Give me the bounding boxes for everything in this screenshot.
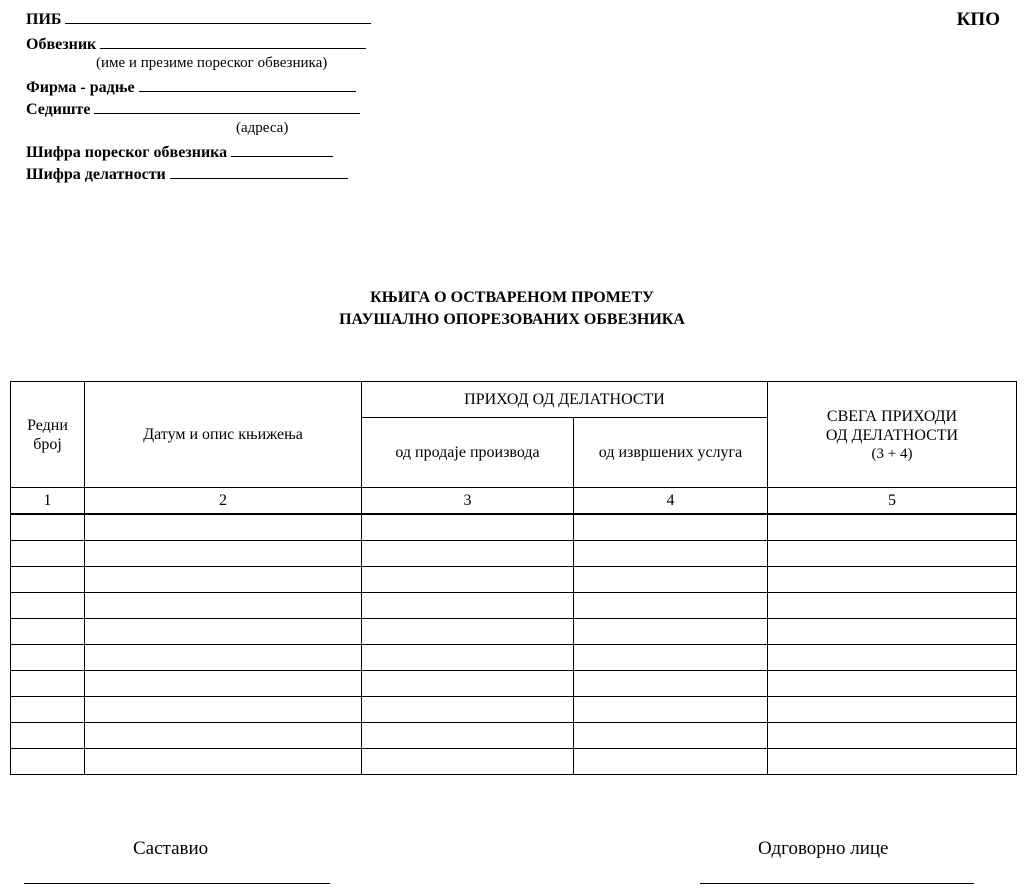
ledger-cell[interactable] xyxy=(768,723,1017,749)
sediste-field[interactable] xyxy=(94,99,360,114)
ledger-cell[interactable] xyxy=(768,671,1017,697)
column-number-5: 5 xyxy=(768,488,1017,515)
column-number-3: 3 xyxy=(362,488,574,515)
ledger-cell[interactable] xyxy=(362,593,574,619)
header-datum-opis: Датум и опис књижења xyxy=(85,382,362,488)
ledger-cell[interactable] xyxy=(85,541,362,567)
sifra-delatnosti-field[interactable] xyxy=(170,164,348,179)
obveznik-line xyxy=(26,34,366,54)
ledger-cell[interactable] xyxy=(85,645,362,671)
ledger-cell[interactable] xyxy=(768,619,1017,645)
ledger-cell[interactable] xyxy=(362,541,574,567)
column-number-1: 1 xyxy=(11,488,85,515)
ledger-cell[interactable] xyxy=(574,697,768,723)
header-svega-formula: (3 + 4) xyxy=(871,445,913,462)
ledger-cell[interactable] xyxy=(11,749,85,775)
ledger-cell[interactable] xyxy=(768,697,1017,723)
document-title-line2: ПАУШАЛНО ОПОРЕЗОВАНИХ ОБВЕЗНИКА xyxy=(339,311,685,328)
ledger-row xyxy=(11,723,1017,749)
sastavio-signature-line[interactable] xyxy=(24,883,330,884)
ledger-cell[interactable] xyxy=(362,723,574,749)
odgovorno-lice-signature-line[interactable] xyxy=(700,883,974,884)
pib-label: ПИБ xyxy=(26,11,62,28)
ledger-body xyxy=(11,514,1017,775)
ledger-cell[interactable] xyxy=(85,593,362,619)
ledger-cell[interactable] xyxy=(362,671,574,697)
ledger-cell[interactable] xyxy=(11,697,85,723)
ledger-cell[interactable] xyxy=(362,749,574,775)
header-prodaje-proizvoda: од продаје производа xyxy=(362,418,574,488)
sifra-obveznika-field[interactable] xyxy=(231,142,333,157)
ledger-row xyxy=(11,567,1017,593)
column-number-4: 4 xyxy=(574,488,768,515)
obveznik-hint: (име и презиме пореског обвезника) xyxy=(96,55,328,71)
ledger-cell[interactable] xyxy=(574,593,768,619)
ledger-row xyxy=(11,593,1017,619)
ledger-cell[interactable] xyxy=(574,541,768,567)
header-svega-text: СВЕГА ПРИХОДИ ОД ДЕЛАТНОСТИ xyxy=(825,407,959,444)
ledger-cell[interactable] xyxy=(768,645,1017,671)
sifra-obveznika-label: Шифра пореског обвезника xyxy=(26,144,228,161)
sifra-delatnosti-label: Шифра делатности xyxy=(26,166,166,183)
ledger-cell[interactable] xyxy=(362,619,574,645)
header-redni-broj-text: Редни број xyxy=(27,416,68,453)
ledger-cell[interactable] xyxy=(574,514,768,541)
ledger-cell[interactable] xyxy=(362,645,574,671)
sediste-hint: (адреса) xyxy=(236,120,289,136)
ledger-cell[interactable] xyxy=(85,514,362,541)
ledger-row xyxy=(11,541,1017,567)
ledger-cell[interactable] xyxy=(574,567,768,593)
ledger-cell[interactable] xyxy=(768,541,1017,567)
ledger-row xyxy=(11,671,1017,697)
ledger-cell[interactable] xyxy=(362,697,574,723)
ledger-cell[interactable] xyxy=(574,619,768,645)
ledger-row xyxy=(11,749,1017,775)
ledger-cell[interactable] xyxy=(11,593,85,619)
ledger-cell[interactable] xyxy=(11,671,85,697)
sifra-delatnosti-line xyxy=(26,164,348,184)
document-title-line1: КЊИГА О ОСТВАРЕНОМ ПРОМЕТУ xyxy=(370,289,654,306)
obveznik-label: Обвезник xyxy=(26,36,97,53)
obveznik-field[interactable] xyxy=(100,34,366,49)
pib-line xyxy=(26,9,371,29)
ledger-cell[interactable] xyxy=(574,645,768,671)
firma-line xyxy=(26,77,356,97)
ledger-row xyxy=(11,619,1017,645)
ledger-cell[interactable] xyxy=(768,749,1017,775)
ledger-cell[interactable] xyxy=(85,567,362,593)
sediste-line xyxy=(26,99,360,119)
ledger-cell[interactable] xyxy=(574,671,768,697)
sediste-label: Седиште xyxy=(26,101,91,118)
pib-field[interactable] xyxy=(65,9,371,24)
firma-label: Фирма - радње xyxy=(26,79,135,96)
ledger-cell[interactable] xyxy=(11,619,85,645)
form-code: КПО xyxy=(956,9,1000,30)
ledger-cell[interactable] xyxy=(768,593,1017,619)
header-izvrsenih-usluga: од извршених услуга xyxy=(574,418,768,488)
header-redni-broj xyxy=(11,382,85,488)
sastavio-label: Саставио xyxy=(133,838,209,859)
ledger-cell[interactable] xyxy=(11,541,85,567)
sifra-obveznika-line xyxy=(26,142,333,162)
ledger-cell[interactable] xyxy=(768,514,1017,541)
firma-field[interactable] xyxy=(139,77,356,92)
odgovorno-lice-label: Одговорно лице xyxy=(758,838,889,859)
ledger-row xyxy=(11,645,1017,671)
column-number-2: 2 xyxy=(85,488,362,515)
ledger-cell[interactable] xyxy=(362,514,574,541)
ledger-cell[interactable] xyxy=(574,749,768,775)
ledger-row xyxy=(11,514,1017,541)
ledger-table xyxy=(10,381,1017,775)
ledger-cell[interactable] xyxy=(11,645,85,671)
ledger-cell[interactable] xyxy=(85,723,362,749)
ledger-cell[interactable] xyxy=(85,749,362,775)
ledger-cell[interactable] xyxy=(11,723,85,749)
ledger-cell[interactable] xyxy=(768,567,1017,593)
ledger-cell[interactable] xyxy=(362,567,574,593)
ledger-cell[interactable] xyxy=(574,723,768,749)
ledger-row xyxy=(11,697,1017,723)
ledger-cell[interactable] xyxy=(11,514,85,541)
ledger-cell[interactable] xyxy=(11,567,85,593)
ledger-cell[interactable] xyxy=(85,671,362,697)
ledger-cell[interactable] xyxy=(85,619,362,645)
ledger-cell[interactable] xyxy=(85,697,362,723)
header-svega-prihodi xyxy=(768,382,1017,488)
header-prihod-od-delatnosti: ПРИХОД ОД ДЕЛАТНОСТИ xyxy=(362,382,768,418)
